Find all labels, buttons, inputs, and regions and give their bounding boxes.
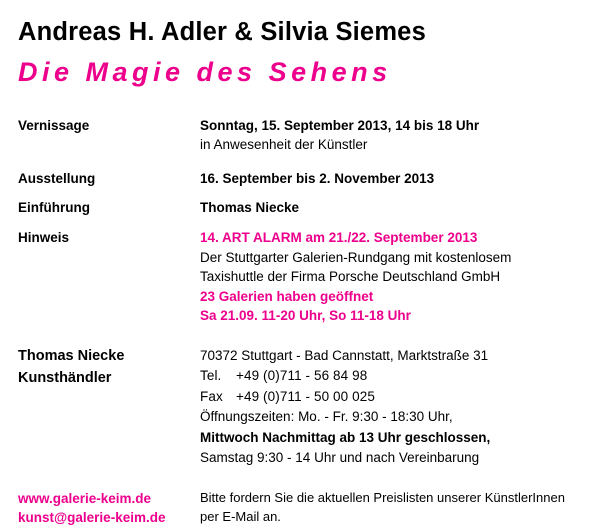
- row-label-vernissage: Vernissage: [18, 117, 90, 133]
- hinweis-text-2: Taxishuttle der Firma Porsche Deutschland GmbH: [200, 269, 501, 285]
- row-ausstellung: [18, 169, 596, 189]
- dealer-fax: [200, 387, 596, 408]
- fax-label: Fax: [200, 388, 223, 404]
- einfuehrung-person: Thomas Niecke: [200, 200, 300, 216]
- hinweis-galleries-open: 23 Galerien haben geöffnet: [200, 288, 374, 304]
- dealer-hours-2: Mittwoch Nachmittag ab 13 Uhr geschlossen,: [200, 429, 491, 445]
- row-hinweis: [18, 228, 596, 326]
- details-list: [18, 116, 596, 528]
- row-value-ausstellung: [200, 169, 596, 189]
- email-link[interactable]: kunst@galerie-keim.de: [18, 510, 166, 526]
- row-value-einfuehrung: [200, 198, 596, 218]
- spacer: [18, 218, 596, 228]
- fax-value: +49 (0)711 - 50 00 025: [236, 388, 375, 404]
- spacer: [18, 188, 596, 198]
- exhibition-subtitle: Die Magie des Sehens: [18, 57, 392, 88]
- row-label-hinweis: Hinweis: [18, 229, 70, 245]
- footer-contact-links: [18, 489, 200, 528]
- dealer-hours-3: Samstag 9:30 - 14 Uhr und nach Vereinbarung: [200, 450, 480, 466]
- row-dealer: [18, 346, 596, 469]
- dealer-address: 70372 Stuttgart - Bad Cannstatt, Marktstraße 31: [200, 347, 489, 363]
- hinweis-headline: 14. ART ALARM am 21./22. September 2013: [200, 229, 478, 245]
- row-value-hinweis: [200, 228, 596, 326]
- row-label-einfuehrung: Einführung: [18, 200, 90, 216]
- row-value-vernissage: [200, 116, 596, 155]
- spacer: [18, 326, 596, 346]
- row-label-ausstellung: Ausstellung: [18, 170, 96, 186]
- dealer-hours-1: Öffnungszeiten: Mo. - Fr. 9:30 - 18:30 Uhr,: [200, 409, 453, 425]
- spacer: [18, 155, 596, 169]
- footer-note-line-2: per E-Mail an.: [200, 508, 281, 524]
- footer: [18, 489, 596, 528]
- phone-label: Tel.: [200, 368, 222, 384]
- page-title: Andreas H. Adler & Silvia Siemes: [18, 18, 426, 46]
- footer-note-line-1: Bitte fordern Sie die aktuellen Preislisten unserer KünstlerInnen: [200, 489, 565, 505]
- dealer-role: Kunsthändler: [18, 369, 112, 386]
- phone-value: +49 (0)711 - 56 84 98: [236, 368, 368, 384]
- vernissage-note: in Anwesenheit der Künstler: [200, 137, 368, 153]
- footer-note: [200, 489, 596, 527]
- dealer-identity: [18, 346, 200, 390]
- row-einfuehrung: [18, 198, 596, 218]
- vernissage-date: Sonntag, 15. September 2013, 14 bis 18 Uhr: [200, 117, 480, 133]
- dealer-name: Thomas Niecke: [18, 347, 125, 364]
- website-link[interactable]: www.galerie-keim.de: [18, 490, 152, 506]
- ausstellung-dates: 16. September bis 2. November 2013: [200, 170, 435, 186]
- dealer-phone: [200, 366, 596, 387]
- dealer-contact: [200, 346, 596, 469]
- hinweis-opening-hours: Sa 21.09. 11-20 Uhr, So 11-18 Uhr: [200, 308, 411, 324]
- hinweis-text-1: Der Stuttgarter Galerien-Rundgang mit kostenlosem: [200, 249, 512, 265]
- row-vernissage: [18, 116, 596, 155]
